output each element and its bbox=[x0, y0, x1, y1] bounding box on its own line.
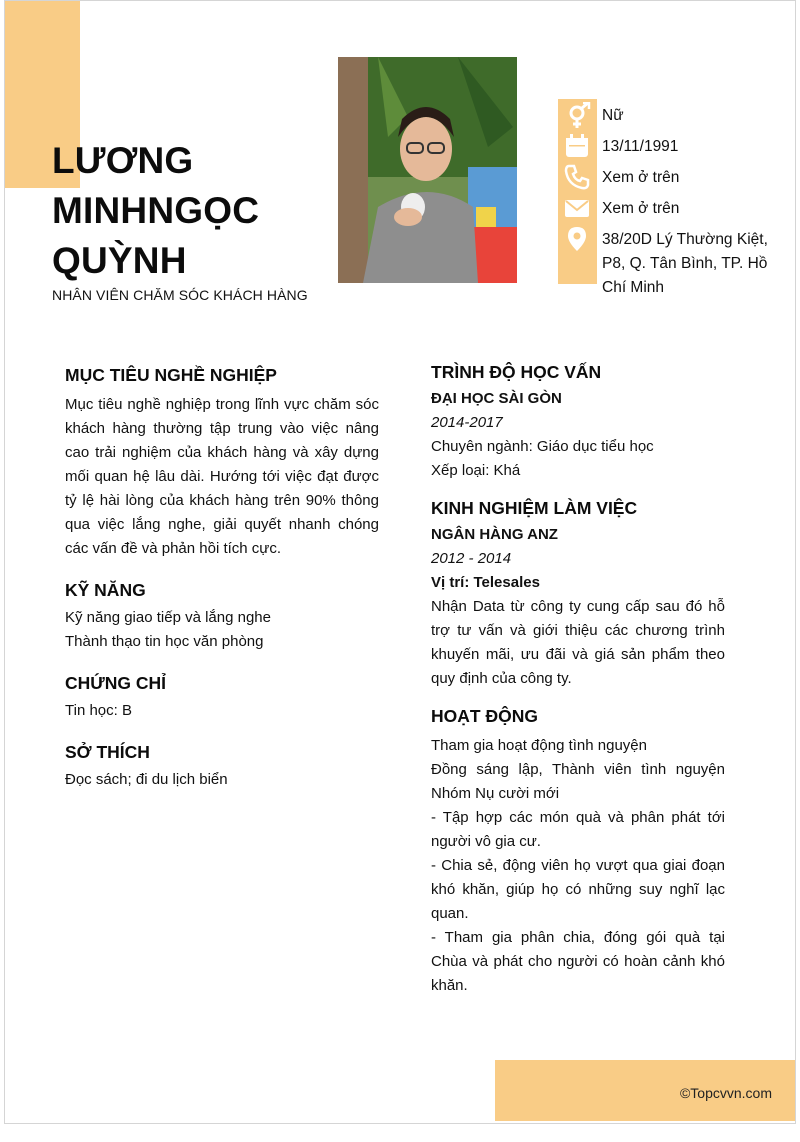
objective-section bbox=[65, 362, 379, 561]
experience-description: Nhận Data từ công ty cung cấp sau đó hỗ trợ tư vấn và giới thiệu các chương trình khuyến mãi, ưu đãi và giá sản phẩm theo quy định của công ty. bbox=[431, 598, 725, 687]
gender-icon bbox=[563, 102, 591, 130]
activity-line: Tham gia hoạt động tình nguyện bbox=[431, 737, 647, 754]
hobby-item: Đọc sách; đi du lịch biển bbox=[65, 771, 228, 788]
footer-copyright: ©Topcvvn.com bbox=[679, 1085, 772, 1101]
skill-item: Kỹ năng giao tiếp và lắng nghe bbox=[65, 609, 271, 626]
activity-line: Đồng sáng lập, Thành viên tình nguyện Nhóm Nụ cười mới bbox=[431, 761, 725, 802]
objective-heading: MỤC TIÊU NGHỀ NGHIỆP bbox=[65, 365, 277, 385]
job-title: NHÂN VIÊN CHĂM SÓC KHÁCH HÀNG bbox=[52, 287, 308, 303]
right-column bbox=[431, 359, 725, 998]
activities-section bbox=[431, 703, 725, 998]
experience-section bbox=[431, 495, 725, 691]
skill-item: Thành thạo tin học văn phòng bbox=[65, 633, 264, 650]
certificates-section bbox=[65, 670, 379, 723]
phone-icon bbox=[563, 163, 591, 191]
address-text: 38/20D Lý Thường Kiệt, P8, Q. Tân Bình, TP. Hồ Chí Minh bbox=[602, 231, 768, 296]
left-column bbox=[65, 362, 379, 792]
experience-position: Vị trí: Telesales bbox=[431, 574, 540, 591]
location-icon bbox=[563, 225, 591, 253]
certificate-item: Tin học: B bbox=[65, 702, 132, 719]
experience-period: 2012 - 2014 bbox=[431, 550, 512, 567]
school-name: ĐẠI HỌC SÀI GÒN bbox=[431, 390, 562, 407]
activity-line: - Tập hợp các món quà và phân phát tới người vô gia cư. bbox=[431, 809, 725, 850]
skills-heading: KỸ NĂNG bbox=[65, 580, 146, 600]
education-period: 2014-2017 bbox=[431, 414, 503, 431]
candidate-name: LƯƠNG MINHNGỌC QUỲNH bbox=[52, 140, 260, 281]
objective-text: Mục tiêu nghề nghiệp trong lĩnh vực chăm sóc khách hàng thường tập trung vào việc nâng cao trải nghiệm của khách hàng và xây dựng mối quan hệ lâu dài. Hướng tới việc đạt được tỷ lệ hài lòng của khách hàng trên 90% thông qua việc lắng nghe, giải quyết nhanh chóng các vấn đề và phản hồi tích cực. bbox=[65, 396, 379, 557]
experience-heading: KINH NGHIỆM LÀM VIỆC bbox=[431, 498, 638, 518]
education-section bbox=[431, 359, 725, 483]
hobbies-heading: SỞ THÍCH bbox=[65, 742, 150, 762]
email-icon bbox=[563, 194, 591, 222]
hobbies-section bbox=[65, 739, 379, 792]
phone-text: Xem ở trên bbox=[602, 169, 680, 186]
education-heading: TRÌNH ĐỘ HỌC VẤN bbox=[431, 362, 602, 382]
gender-text: Nữ bbox=[602, 107, 624, 124]
activity-line: - Chia sẻ, động viên họ vượt qua giai đoạn khó khăn, giúp họ có những suy nghĩ lạc quan. bbox=[431, 857, 725, 922]
certificates-heading: CHỨNG CHỈ bbox=[65, 673, 167, 693]
education-grade: Xếp loại: Khá bbox=[431, 462, 521, 479]
activity-line: - Tham gia phân chia, đóng gói quà tại Chùa và phát cho người có hoàn cảnh khó khăn. bbox=[431, 929, 725, 994]
company-name: NGÂN HÀNG ANZ bbox=[431, 526, 558, 543]
activities-heading: HOẠT ĐỘNG bbox=[431, 706, 538, 726]
education-major: Chuyên ngành: Giáo dục tiểu học bbox=[431, 438, 654, 455]
dob-text: 13/11/1991 bbox=[602, 138, 679, 155]
email-text: Xem ở trên bbox=[602, 200, 680, 217]
skills-section bbox=[65, 577, 379, 654]
profile-photo bbox=[338, 57, 517, 283]
calendar-icon bbox=[563, 132, 591, 160]
